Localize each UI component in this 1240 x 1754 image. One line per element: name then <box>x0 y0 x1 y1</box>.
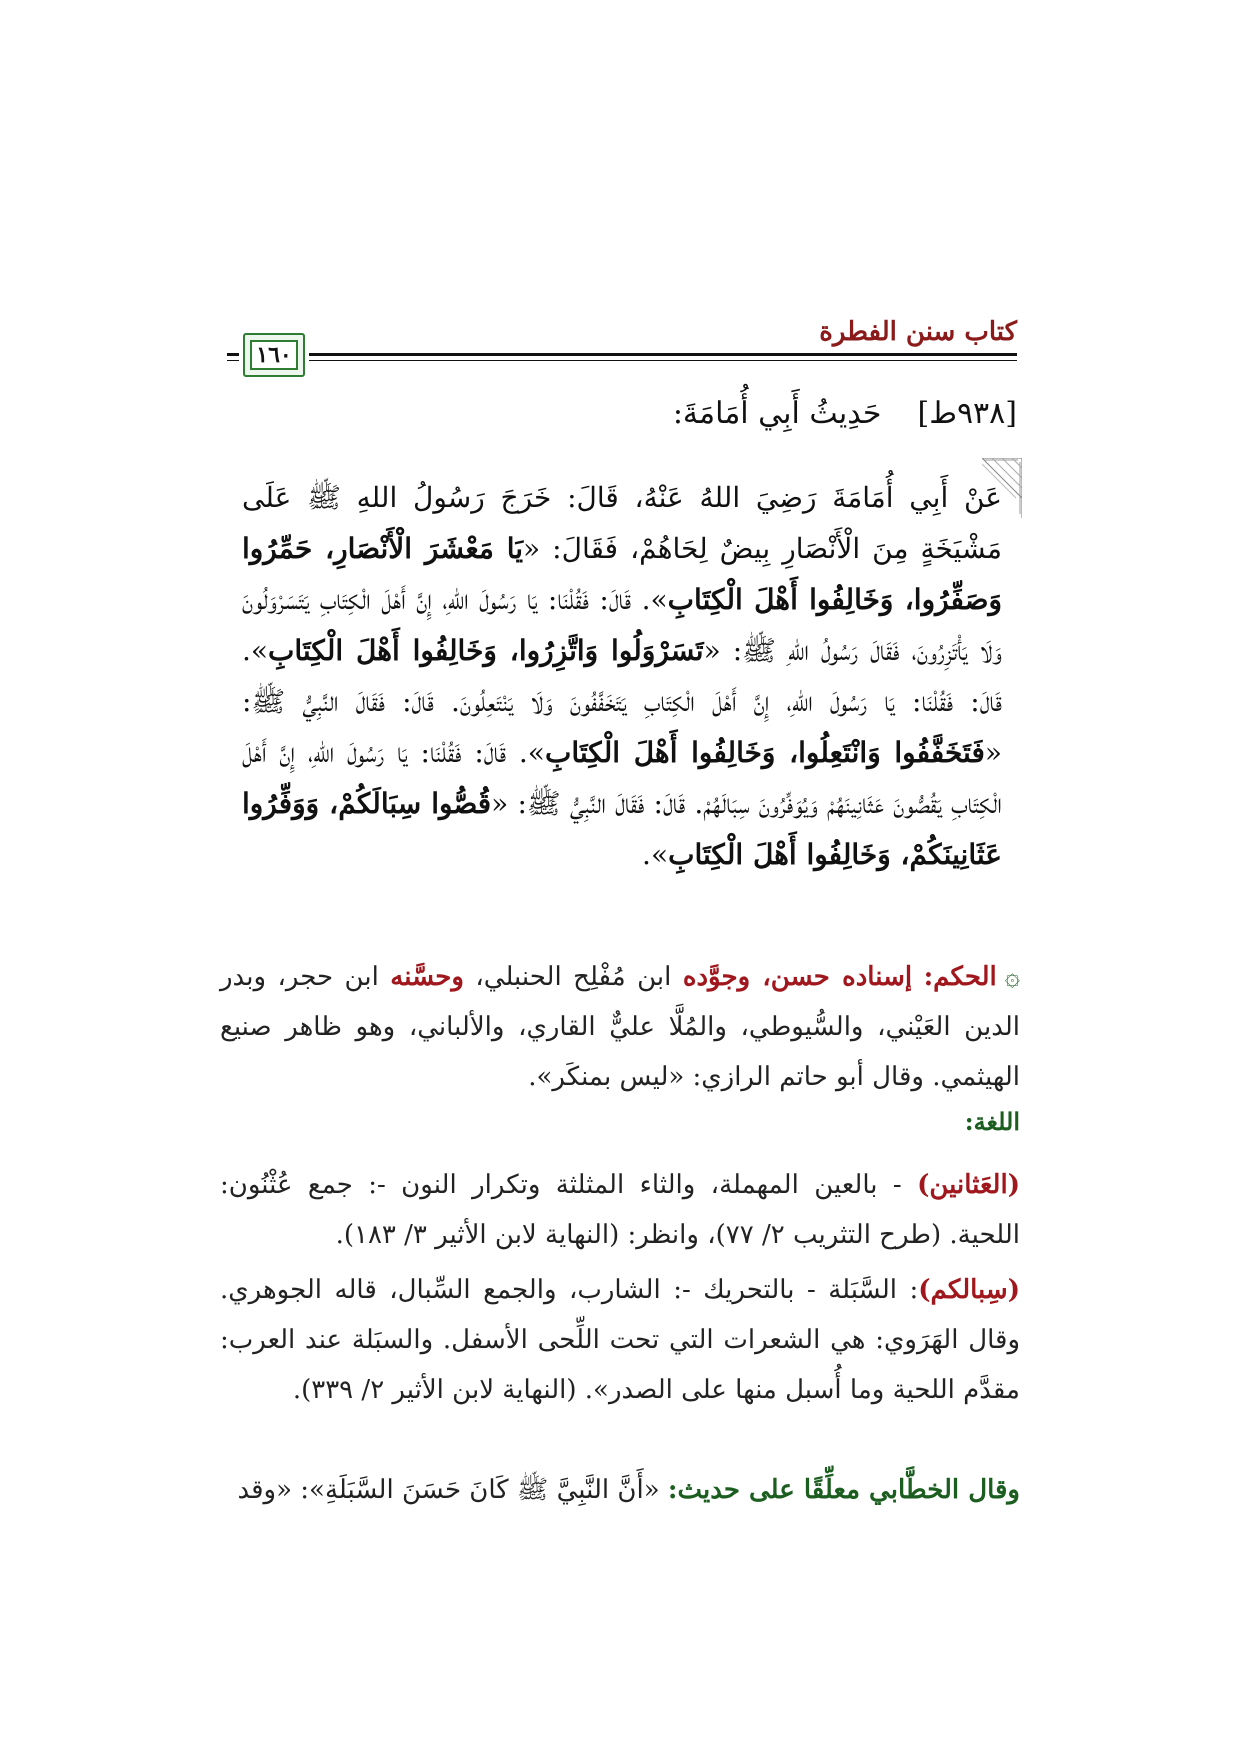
hadith-text <box>242 472 1002 880</box>
page-header <box>227 315 1017 381</box>
section-title: حَدِيثُ أَبِي أُمَامَةَ: <box>672 396 882 431</box>
khattabi-text: «أَنَّ النَّبِيَّ ﷺ كَانَ حَسَنَ السَّبَلَةِ»: «وقد <box>237 1475 668 1505</box>
ruling-isnad: إسناده حسن، وجوَّده <box>682 962 913 992</box>
flower-ornament-icon: ۞ <box>1004 962 1021 992</box>
ruling-text: ابن حجر، وبدر الدين العَيْني، والسُّيوطي، والمُلَّا عليٌّ القاري، والألباني، وهو ظاهر صنيع الهيثمي. وقال أبو حاتم الرازي: «ليس بمنكَر». <box>220 962 1020 1092</box>
hadith-text-part: ». قَالَ: فَقُلْنَا: يَا رَسُولَ اللهِ، إِنَّ أَهْلَ الْكِتَابِ يَقُصُّونَ عَثَانِينَهُمْ وَيُوَفِّرُونَ سِبَالَهُمْ. قَالَ: فَقَالَ النَّبِيُّ ﷺ: « <box>242 736 1002 820</box>
page-number-badge <box>243 333 305 377</box>
header-rule-left-thin <box>227 360 239 361</box>
hadith-quote: فَتَخَفَّفُوا وَانْتَعِلُوا، وَخَالِفُوا أَهْلَ الْكِتَابِ <box>544 736 985 769</box>
lugha-heading: اللغة: <box>964 1107 1020 1136</box>
lugha-term: (سِبالكم) <box>918 1275 1020 1305</box>
hadith-text-part: ». قَالَ: فَقُلْنَا: يَا رَسُولَ اللهِ، إِنَّ أَهْلَ الْكِتَابِ يَتَخَفَّفُونَ وَلَا يَنْتَعِلُونَ. قَالَ: فَقَالَ النَّبِيُّ ﷺ: « <box>242 634 1003 769</box>
lugha-definition: - بالعين المهملة، والثاء المثلثة وتكرار النون -: جمع عُثْنُون: اللحية. (طرح التثريب ٢/ ٧٧)، وانظر: (النهاية لابن الأثير ٣/ ١٨٣). <box>220 1170 1020 1250</box>
lugha-entry-sibal <box>220 1265 1020 1415</box>
hadith-box <box>236 458 1022 928</box>
ruling-paragraph <box>220 952 1020 1102</box>
hadith-text-part: ». <box>642 838 669 871</box>
lugha-term: (العَثانين) <box>917 1170 1020 1200</box>
khattabi-label: وقال الخطَّابي معلِّقًا على حديث: <box>667 1475 1020 1505</box>
ruling-label: الحكم: <box>923 962 997 992</box>
page-number: ١٦٠ <box>250 340 298 370</box>
khattabi-paragraph <box>220 1465 1020 1515</box>
ruling-text: ابن مُفْلِح الحنبلي، <box>463 962 683 992</box>
hadith-quote: قُصُّوا سِبَالَكُمْ، وَوَفِّرُوا عَثَانِينَكُمْ، وَخَالِفُوا أَهْلَ الْكِتَابِ <box>242 787 1002 871</box>
header-rule-left-thick <box>227 353 239 356</box>
hadith-text-part: عَنْ أَبِي أُمَامَةَ رَضِيَ اللهُ عَنْهُ، قَالَ: خَرَجَ رَسُولُ اللهِ ﷺ عَلَى مَشْيَخَةٍ مِنَ الْأَنْصَارِ بِيضٌ لِحَاهُمْ، فَقَالَ: « <box>242 481 1002 565</box>
hadith-number: [٩٣٨ط] <box>917 396 1017 431</box>
section-heading <box>673 396 1017 431</box>
hadith-quote: يَا مَعْشَرَ الْأَنْصَارِ، حَمِّرُوا وَصَفِّرُوا، وَخَالِفُوا أَهْلَ الْكِتَابِ <box>242 532 1003 616</box>
header-rule-thin <box>309 360 1017 361</box>
lugha-entry-athanin <box>220 1160 1020 1260</box>
lugha-definition: : السَّبَلة - بالتحريك -: الشارب، والجمع السِّبال، قاله الجوهري. وقال الهَرَوي: هي الشعرات التي تحت اللِّحى الأسفل. والسبَلة عند العرب: مقدَّم اللحية وما أُسبل منها على الصدر». (النهاية لابن الأثير ٢/ ٣٣٩). <box>220 1275 1020 1405</box>
ruling-hassanahu: وحسَّنه <box>390 962 464 992</box>
header-rule-thick <box>309 353 1017 356</box>
hadith-text-part: ». قَالَ: فَقُلْنَا: يَا رَسُولَ اللهِ، إِنَّ أَهْلَ الْكِتَابِ يَتَسَرْوَلُونَ وَلَا يَأْتَزِرُونَ، فَقَالَ رَسُولُ اللهِ ﷺ: « <box>242 583 1002 667</box>
book-title: كتاب سنن الفطرة <box>819 317 1017 347</box>
hadith-quote: تَسَرْوَلُوا وَاتَّزِرُوا، وَخَالِفُوا أَهْلَ الْكِتَابِ <box>268 634 704 667</box>
